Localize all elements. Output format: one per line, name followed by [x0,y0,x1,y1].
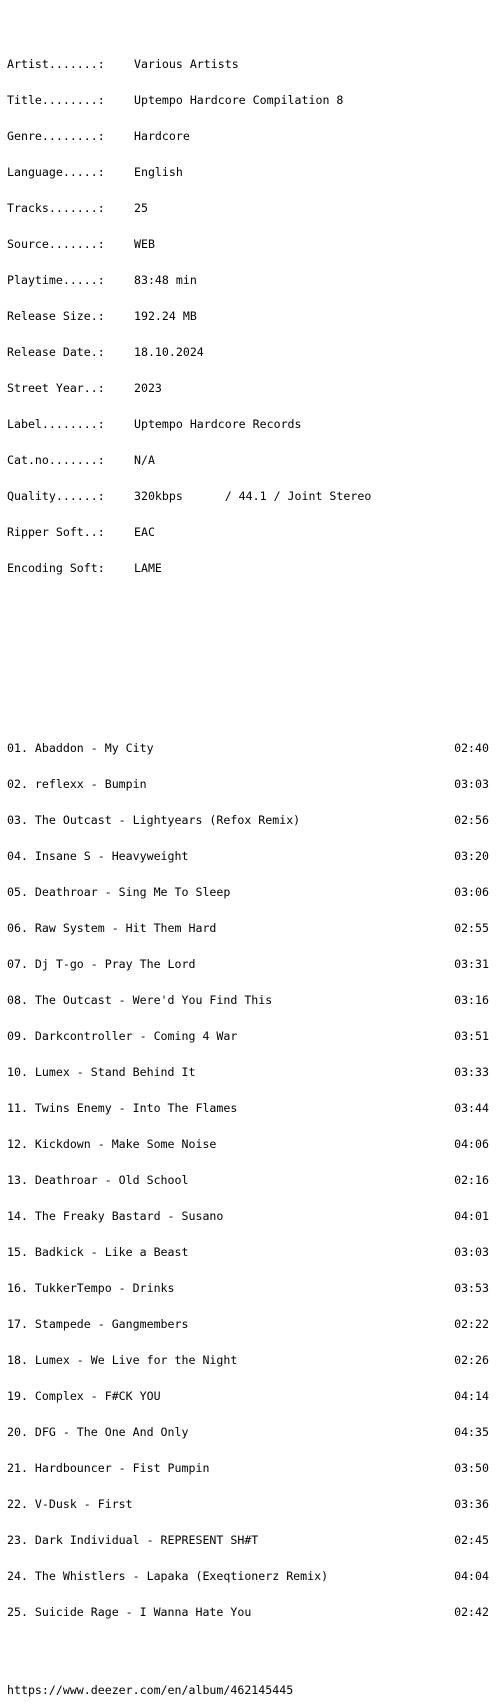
track-duration: 04:14 [454,1389,489,1403]
track-title: 22. V-Dusk - First [7,1497,133,1511]
track-row [7,958,489,970]
track-duration: 03:53 [454,1281,489,1295]
track-duration: 03:20 [454,849,489,863]
meta-line-ripper-soft [7,526,489,538]
track-row [7,1030,489,1042]
meta-value: 83:48 min [133,273,197,287]
meta-value: English [133,165,183,179]
meta-key: Release Date.: [7,345,105,359]
track-duration: 02:40 [454,741,489,755]
meta-key: Title........: [7,93,105,107]
track-row [7,742,489,754]
track-title: 23. Dark Individual - REPRESENT SH#T [7,1533,259,1547]
meta-key: Label........: [7,417,105,431]
track-row [7,814,489,826]
meta-value: Uptempo Hardcore Records [133,417,302,431]
tracklist [7,718,489,1642]
release-info-document [7,10,489,1708]
track-row [7,1138,489,1150]
meta-value: 18.10.2024 [133,345,204,359]
track-title: 07. Dj T-go - Pray The Lord [7,957,196,971]
track-duration: 03:50 [454,1461,489,1475]
track-row [7,1102,489,1114]
track-duration: 03:33 [454,1065,489,1079]
track-title: 10. Lumex - Stand Behind It [7,1065,196,1079]
meta-line-label [7,418,489,430]
meta-line-title [7,94,489,106]
meta-key: Street Year..: [7,381,105,395]
track-title: 01. Abaddon - My City [7,741,154,755]
meta-key: Ripper Soft..: [7,525,105,539]
meta-key: Playtime.....: [7,273,105,287]
track-duration: 03:44 [454,1101,489,1115]
track-duration: 03:16 [454,993,489,1007]
meta-line-source [7,238,489,250]
track-duration: 03:03 [454,777,489,791]
track-title: 09. Darkcontroller - Coming 4 War [7,1029,238,1043]
track-row [7,1174,489,1186]
track-duration: 02:22 [454,1317,489,1331]
meta-value: 192.24 MB [133,309,197,323]
meta-line-genre [7,130,489,142]
meta-key: Artist.......: [7,57,105,71]
track-row [7,1606,489,1618]
track-duration: 02:55 [454,921,489,935]
track-duration: 03:03 [454,1245,489,1259]
track-title: 03. The Outcast - Lightyears (Refox Remix) [7,813,301,827]
track-row [7,1570,489,1582]
track-row [7,1318,489,1330]
track-duration: 04:35 [454,1425,489,1439]
meta-key: Language.....: [7,165,105,179]
track-row [7,922,489,934]
track-title: 21. Hardbouncer - Fist Pumpin [7,1461,210,1475]
track-duration: 03:06 [454,885,489,899]
metadata-block [7,34,489,598]
meta-line-tracks [7,202,489,214]
track-title: 11. Twins Enemy - Into The Flames [7,1101,238,1115]
meta-value: N/A [133,453,155,467]
meta-line-release-date [7,346,489,358]
meta-line-cat-no [7,454,489,466]
meta-value: WEB [133,237,155,251]
track-title: 02. reflexx - Bumpin [7,777,147,791]
meta-value: 2023 [133,381,162,395]
meta-key: Tracks.......: [7,201,105,215]
track-duration: 02:16 [454,1173,489,1187]
meta-key: Source.......: [7,237,105,251]
track-row [7,994,489,1006]
track-row [7,1246,489,1258]
meta-value: LAME [133,561,162,575]
track-duration: 03:36 [454,1497,489,1511]
meta-key: Release Size.: [7,309,105,323]
track-row [7,1210,489,1222]
meta-line-street-year [7,382,489,394]
track-title: 18. Lumex - We Live for the Night [7,1353,238,1367]
track-row [7,850,489,862]
track-row [7,1390,489,1402]
track-duration: 03:51 [454,1029,489,1043]
meta-line-encoding-soft [7,562,489,574]
track-duration: 03:31 [454,957,489,971]
meta-value: 320kbps / 44.1 / Joint Stereo [133,489,372,503]
track-title: 14. The Freaky Bastard - Susano [7,1209,224,1223]
track-title: 13. Deathroar - Old School [7,1173,189,1187]
track-row [7,1066,489,1078]
track-row [7,778,489,790]
track-duration: 02:56 [454,813,489,827]
meta-line-playtime [7,274,489,286]
track-row [7,886,489,898]
meta-key: Encoding Soft: [7,561,105,575]
meta-line-quality [7,490,489,502]
meta-value: Various Artists [133,57,239,71]
track-duration: 04:04 [454,1569,489,1583]
meta-line-language [7,166,489,178]
track-title: 20. DFG - The One And Only [7,1425,189,1439]
source-url[interactable]: https://www.deezer.com/en/album/462145445 [7,1683,294,1697]
track-title: 06. Raw System - Hit Them Hard [7,921,217,935]
track-row [7,1498,489,1510]
meta-value: EAC [133,525,155,539]
meta-line-artist [7,58,489,70]
track-title: 16. TukkerTempo - Drinks [7,1281,175,1295]
track-duration: 04:01 [454,1209,489,1223]
track-duration: 04:06 [454,1137,489,1151]
track-duration: 02:45 [454,1533,489,1547]
track-title: 24. The Whistlers - Lapaka (Exeqtionerz Remix) [7,1569,329,1583]
meta-line-release-size [7,310,489,322]
track-title: 12. Kickdown - Make Some Noise [7,1137,217,1151]
track-row [7,1282,489,1294]
track-row [7,1354,489,1366]
track-title: 05. Deathroar - Sing Me To Sleep [7,885,231,899]
track-title: 15. Badkick - Like a Beast [7,1245,189,1259]
spacer [7,670,489,682]
track-row [7,1534,489,1546]
track-title: 17. Stampede - Gangmembers [7,1317,189,1331]
meta-value: Uptempo Hardcore Compilation 8 [133,93,344,107]
meta-value: 25 [133,201,148,215]
track-duration: 02:42 [454,1605,489,1619]
track-row [7,1426,489,1438]
meta-value: Hardcore [133,129,190,143]
track-row [7,1462,489,1474]
track-title: 25. Suicide Rage - I Wanna Hate You [7,1605,252,1619]
meta-key: Genre........: [7,129,105,143]
spacer [7,634,489,646]
track-title: 04. Insane S - Heavyweight [7,849,189,863]
track-duration: 02:26 [454,1353,489,1367]
meta-key: Cat.no.......: [7,453,105,467]
track-title: 08. The Outcast - Were'd You Find This [7,993,273,1007]
meta-key: Quality......: [7,489,105,503]
track-title: 19. Complex - F#CK YOU [7,1389,161,1403]
